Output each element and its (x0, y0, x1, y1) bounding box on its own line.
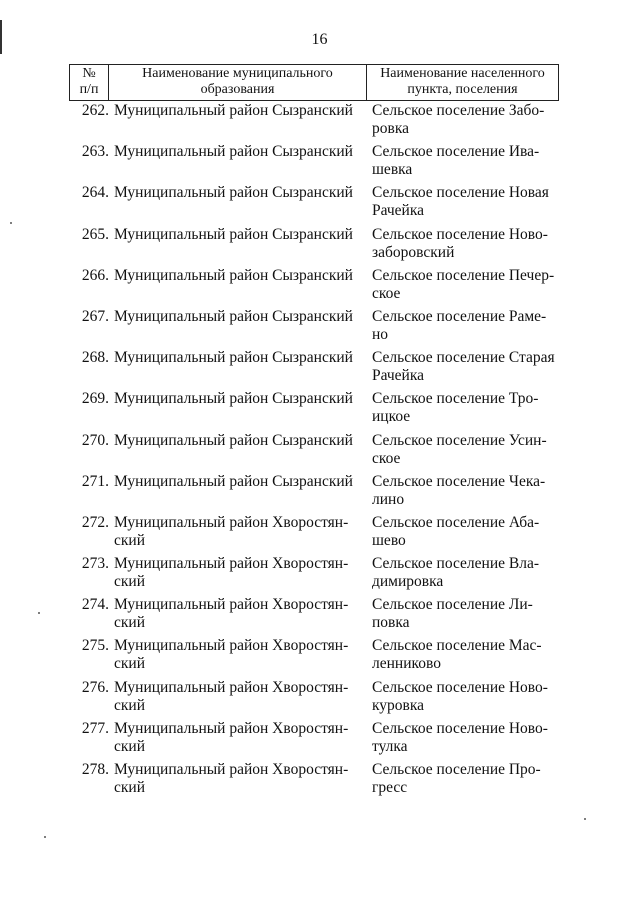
municipality-line: Муниципальный район Хворостян- (114, 637, 349, 655)
row-number: 276. (81, 678, 109, 696)
header-settlement-line: пункта, поселения (407, 82, 518, 97)
municipality-line: ский (114, 779, 145, 796)
settlement-cell (372, 390, 562, 426)
municipality-cell (114, 555, 354, 591)
header-number (70, 65, 109, 101)
settlement-line: куровка (372, 696, 425, 714)
header-row (70, 65, 559, 101)
settlement-line: Рачейка (372, 202, 425, 220)
row-number: 271. (81, 472, 109, 490)
settlement-line: Сельское поселение Новая (372, 184, 549, 202)
settlement-line: Сельское поселение Ново- (372, 719, 548, 737)
settlement-cell (372, 143, 562, 179)
settlement-line: Сельское поселение Про- (372, 761, 541, 778)
header-settlement-line: Наименование населенного (380, 66, 545, 81)
header-municipality (109, 65, 367, 101)
header-settlement (367, 65, 559, 101)
scan-speck (44, 836, 46, 838)
municipality-cell (114, 267, 354, 285)
municipality-cell (114, 473, 354, 491)
municipality-line: ский (114, 573, 145, 591)
municipality-line: Муниципальный район Сызранский (114, 225, 353, 243)
settlement-line: ское (372, 449, 401, 467)
table-row (0, 100, 639, 141)
settlement-line: Сельское поселение Ново- (372, 225, 548, 243)
settlement-cell (372, 514, 562, 550)
settlement-line: Сельское поселение Раме- (372, 307, 547, 325)
settlement-cell (372, 473, 562, 509)
settlement-line: Сельское поселение Тро- (372, 390, 539, 408)
row-number: 264. (81, 184, 109, 202)
municipality-cell (114, 143, 354, 161)
municipality-cell (114, 761, 354, 797)
row-number: 263. (81, 143, 109, 161)
municipality-line: Муниципальный район Хворостян- (114, 678, 349, 696)
municipality-cell (114, 720, 354, 756)
settlement-cell (372, 184, 562, 220)
settlement-cell (372, 349, 562, 385)
header-number-line: п/п (79, 82, 99, 97)
table-row (0, 388, 639, 429)
settlement-line: но (372, 325, 389, 343)
settlement-line: тулка (372, 737, 408, 755)
scan-speck (10, 222, 12, 224)
row-number: 273. (81, 555, 109, 573)
row-number: 275. (81, 637, 109, 655)
table-row (0, 635, 639, 676)
settlement-line: Сельское поселение Ново- (372, 678, 548, 696)
settlement-line: Сельское поселение Вла- (372, 555, 539, 573)
settlement-line: Рачейка (372, 367, 425, 385)
page-number: 16 (311, 31, 328, 48)
settlement-line: Сельское поселение Ива- (372, 143, 540, 161)
row-number: 265. (81, 225, 109, 243)
table-row (0, 718, 639, 759)
municipality-line: ский (114, 614, 145, 632)
row-number: 278. (81, 761, 109, 778)
settlement-line: Сельское поселение Забо- (372, 102, 545, 119)
municipality-line: Муниципальный район Хворостян- (114, 719, 349, 737)
row-number: 269. (81, 390, 109, 408)
municipality-line: Муниципальный район Сызранский (114, 266, 353, 284)
settlement-line: шево (372, 531, 406, 549)
municipality-line: Муниципальный район Сызранский (114, 472, 353, 490)
table-row (0, 224, 639, 265)
table-row (0, 759, 639, 800)
settlement-cell (372, 637, 562, 673)
table-row (0, 512, 639, 553)
settlement-line: Сельское поселение Старая (372, 349, 555, 367)
table-row (0, 347, 639, 388)
municipality-cell (114, 432, 354, 450)
municipality-line: ский (114, 737, 145, 755)
municipality-cell (114, 184, 354, 202)
municipality-cell (114, 596, 354, 632)
settlement-line: ицкое (372, 408, 411, 426)
settlement-line: димировка (372, 573, 444, 591)
settlement-cell (372, 720, 562, 756)
municipality-line: Муниципальный район Сызранский (114, 431, 353, 449)
row-number: 272. (81, 513, 109, 531)
row-number: 270. (81, 431, 109, 449)
municipality-cell (114, 390, 354, 408)
scan-speck (584, 818, 586, 820)
municipality-cell (114, 308, 354, 326)
row-number: 277. (81, 719, 109, 737)
row-number: 274. (81, 596, 109, 614)
table-row (0, 553, 639, 594)
municipality-line: Муниципальный район Сызранский (114, 102, 353, 119)
settlement-cell (372, 226, 562, 262)
table-row (0, 594, 639, 635)
municipality-cell (114, 226, 354, 244)
table-row (0, 677, 639, 718)
settlement-cell (372, 102, 562, 138)
settlement-line: Сельское поселение Печер- (372, 266, 555, 284)
settlement-line: Сельское поселение Мас- (372, 637, 542, 655)
municipality-cell (114, 679, 354, 715)
municipality-line: Муниципальный район Хворостян- (114, 596, 349, 614)
municipality-line: Муниципальный район Сызранский (114, 390, 353, 408)
settlement-line: Сельское поселение Ли- (372, 596, 533, 614)
settlement-cell (372, 432, 562, 468)
table-row (0, 430, 639, 471)
settlement-line: шевка (372, 161, 413, 179)
municipality-cell (114, 102, 354, 120)
municipality-line: Муниципальный район Сызранский (114, 143, 353, 161)
municipality-line: Муниципальный район Хворостян- (114, 555, 349, 573)
settlement-line: ровка (372, 120, 409, 137)
header-municipality-line: образования (200, 82, 275, 97)
municipality-cell (114, 637, 354, 673)
settlement-cell (372, 555, 562, 591)
municipality-line: ский (114, 531, 145, 549)
scan-speck (38, 612, 40, 614)
settlement-cell (372, 679, 562, 715)
settlement-line: ленниково (372, 655, 441, 673)
settlement-line: гресс (372, 779, 408, 796)
municipality-cell (114, 514, 354, 550)
settlement-cell (372, 596, 562, 632)
municipality-cell (114, 349, 354, 367)
municipality-line: Муниципальный район Сызранский (114, 307, 353, 325)
table-header (69, 64, 559, 101)
table-row (0, 306, 639, 347)
settlement-line: повка (372, 614, 410, 632)
settlement-line: лино (372, 490, 405, 508)
settlement-line: Сельское поселение Аба- (372, 513, 540, 531)
municipality-line: Муниципальный район Сызранский (114, 349, 353, 367)
row-number: 268. (81, 349, 109, 367)
settlement-line: Сельское поселение Чека- (372, 472, 546, 490)
row-number: 262. (81, 102, 109, 119)
settlement-cell (372, 267, 562, 303)
header-number-line: № (82, 66, 96, 81)
settlement-line: ское (372, 284, 401, 302)
municipality-line: Муниципальный район Хворостян- (114, 513, 349, 531)
settlement-cell (372, 761, 562, 797)
header-municipality-line: Наименование муниципального (142, 66, 333, 81)
municipality-line: Муниципальный район Сызранский (114, 184, 353, 202)
municipality-line: ский (114, 655, 145, 673)
table-row (0, 471, 639, 512)
table-row (0, 141, 639, 182)
settlement-line: Сельское поселение Усин- (372, 431, 547, 449)
municipality-line: ский (114, 696, 145, 714)
table-body (0, 100, 639, 800)
municipality-line: Муниципальный район Хворостян- (114, 761, 349, 778)
row-number: 267. (81, 307, 109, 325)
table-row (0, 265, 639, 306)
row-number: 266. (81, 266, 109, 284)
settlement-line: заборовский (372, 243, 455, 261)
settlement-cell (372, 308, 562, 344)
table-row (0, 182, 639, 223)
